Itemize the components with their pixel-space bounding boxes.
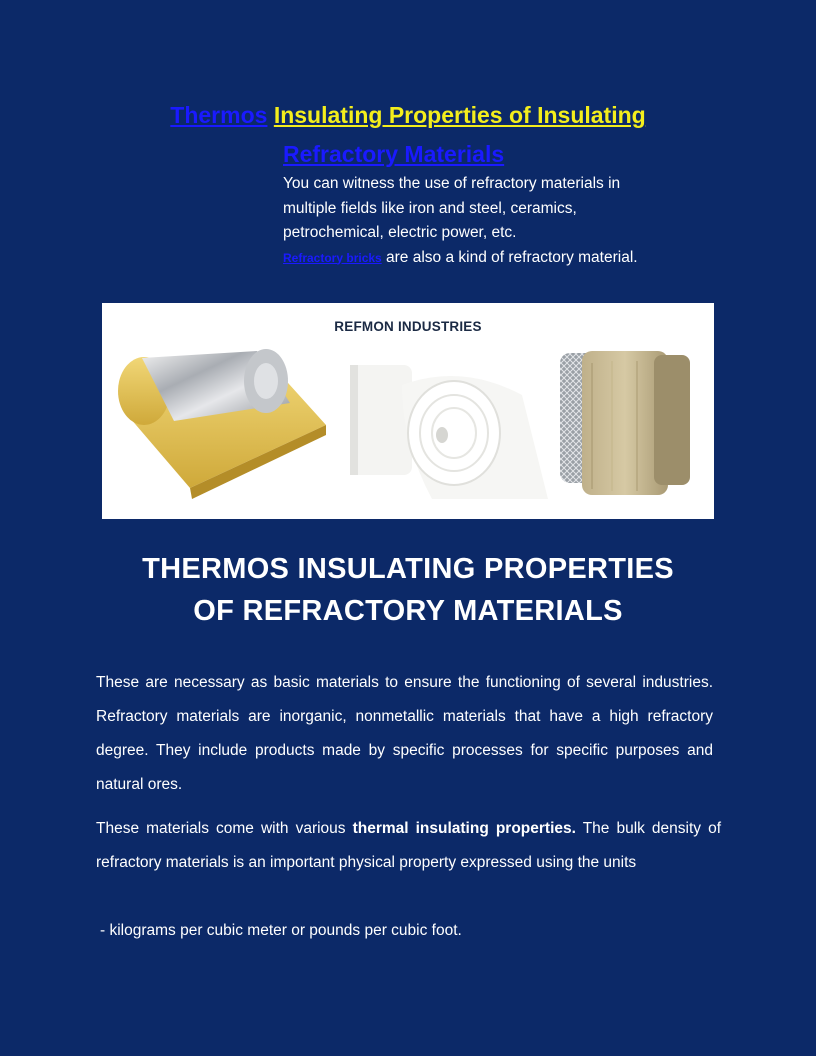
- intro-text: You can witness the use of refractory materials in multiple fields like iron and steel, ceramics, petrochemical, electric power, etc.: [283, 175, 621, 241]
- product-banner-image: [102, 303, 714, 519]
- intro-text-2: are also a kind of refractory material.: [381, 248, 638, 266]
- title-link-line2[interactable]: [283, 138, 504, 170]
- insulation-products-illustration: [102, 303, 714, 519]
- body-paragraph-3: - kilograms per cubic meter or pounds per cubic foot.: [100, 922, 462, 939]
- page-title: [0, 98, 816, 132]
- banner-title: REFMON INDUSTRIES: [334, 319, 482, 334]
- p2-text-start: These materials come with various: [96, 820, 353, 837]
- refractory-materials-link[interactable]: Refractory Materials: [283, 141, 505, 167]
- title-text: Insulating Properties of Insulating: [273, 102, 646, 128]
- heading-line-2: OF REFRACTORY MATERIALS: [193, 595, 623, 627]
- section-heading: [0, 548, 816, 632]
- body-paragraph-2: [96, 812, 721, 880]
- heading-line-1: THERMOS INSULATING PROPERTIES: [142, 553, 674, 585]
- intro-paragraph: [283, 172, 663, 270]
- p2-text-end: The bulk density of refractory materials is an important physical property expressed using the units: [96, 820, 722, 871]
- body-paragraph-1: These are necessary as basic materials to ensure the functioning of several industries. Refractory materials are inorganic, nonmetallic materials that have a high refractory degree. They include products made by specific processes for specific purposes and natural ores.: [96, 674, 713, 793]
- refractory-bricks-link[interactable]: Refractory bricks: [283, 250, 382, 265]
- thermos-link[interactable]: Thermos: [170, 102, 268, 128]
- p2-bold-text: thermal insulating properties.: [352, 820, 576, 837]
